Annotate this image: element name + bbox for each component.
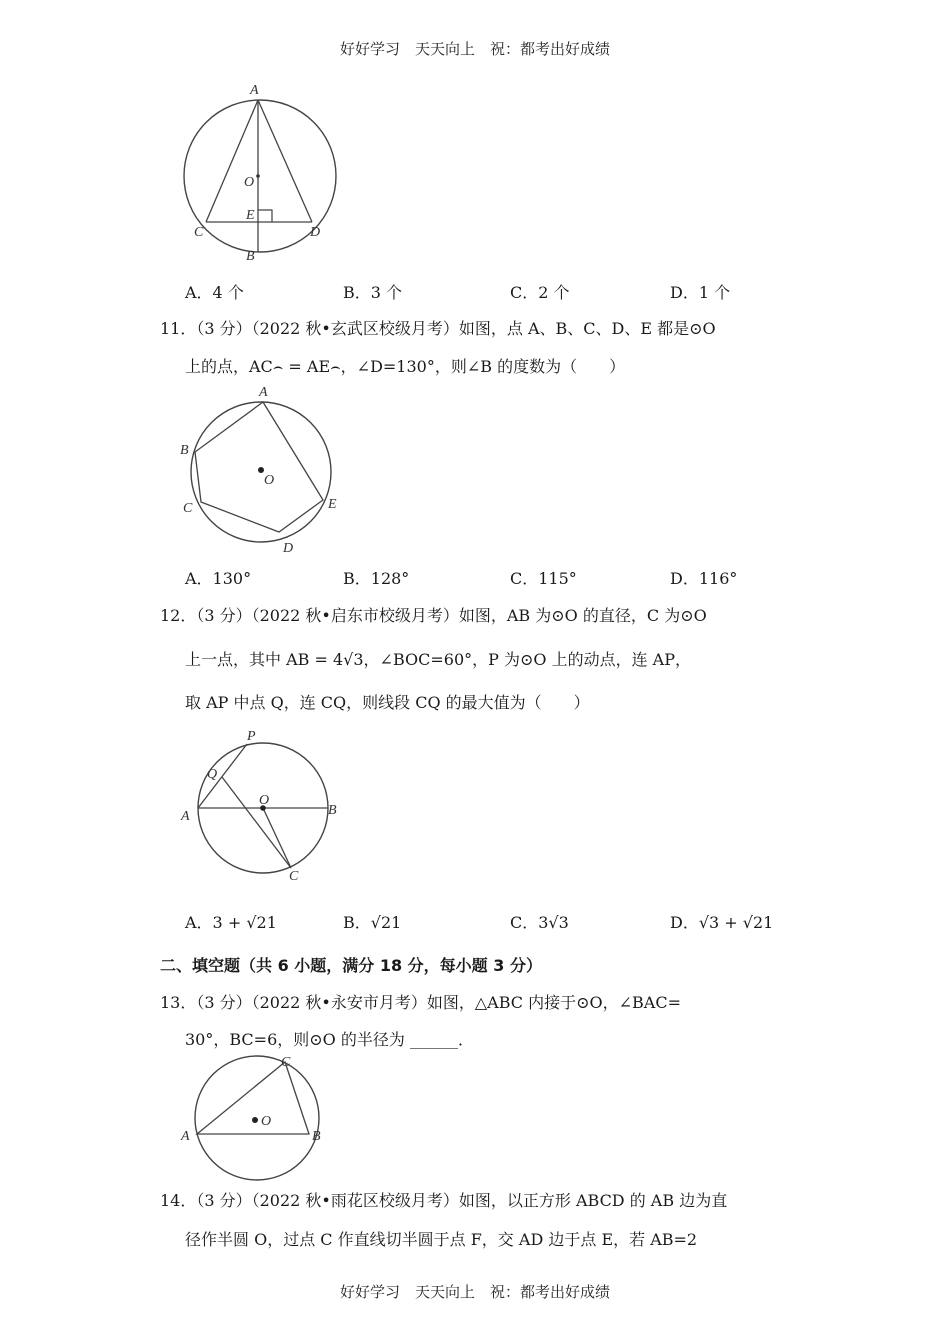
option-b[interactable]: B．3 个 (343, 283, 403, 302)
options-q10 (0, 280, 950, 306)
options-q11 (0, 566, 950, 592)
option-a[interactable]: A．130° (185, 569, 252, 588)
question-12-stem-2: 上一点，其中 AB = 4√3，∠BOC=60°，P 为⊙O 上的动点，连 AP， (185, 650, 691, 669)
figure-label: B (328, 803, 337, 818)
options-q12 (0, 910, 950, 936)
option-b[interactable]: B．√21 (343, 913, 402, 932)
figure-q13 (175, 1050, 335, 1189)
question-14-stem: 14．（3 分）（2022 秋•雨花区校级月考）如图，以正方形 ABCD 的 AB 边为直 (160, 1191, 728, 1210)
figure-label: B (312, 1129, 321, 1144)
page-header: 好好学习 天天向上 祝：都考出好成绩 (339, 40, 610, 58)
figure-q12 (175, 724, 355, 890)
page-footer: 好好学习 天天向上 祝：都考出好成绩 (339, 1283, 610, 1301)
figure-label: D (283, 541, 294, 556)
figure-label: C (194, 225, 204, 240)
figure-label: A (259, 385, 268, 400)
question-11-stem: 11．（3 分）（2022 秋•玄武区校级月考）如图，点 A、B、C、D、E 都是⊙O (160, 319, 716, 338)
figure-label: B (180, 443, 189, 458)
figure-label: E (246, 208, 255, 223)
figure-label: O (259, 793, 270, 808)
question-12-stem-3: 取 AP 中点 Q，连 CQ，则线段 CQ 的最大值为（ ） (185, 693, 590, 712)
figure-label: A (181, 809, 190, 824)
option-a[interactable]: A．4 个 (185, 283, 244, 302)
figure-q11 (175, 382, 355, 562)
figure-label: Q (207, 767, 218, 782)
option-d[interactable]: D．1 个 (670, 283, 731, 302)
question-13-stem: 13．（3 分）（2022 秋•永安市月考）如图，△ABC 内接于⊙O，∠BAC= (160, 993, 682, 1012)
figure-label: O (244, 175, 255, 190)
figure-label: A (250, 83, 259, 98)
figure-label: O (264, 473, 275, 488)
option-a[interactable]: A．3 + √21 (185, 913, 277, 932)
option-d[interactable]: D．116° (670, 569, 738, 588)
figure-label: B (246, 249, 255, 264)
question-11-stem-2: 上的点，AC⌢ = AE⌢，∠D=130°，则∠B 的度数为（ ） (185, 357, 626, 376)
figure-q10 (170, 78, 350, 272)
figure-label: P (247, 729, 256, 744)
figure-label: E (328, 497, 337, 512)
question-14-stem-2: 径作半圆 O，过点 C 作直线切半圆于点 F，交 AD 边于点 E，若 AB=2 (185, 1230, 698, 1249)
figure-label: C (289, 869, 299, 884)
section-title-fill-blank: 二、填空题（共 6 小题，满分 18 分，每小题 3 分） (160, 956, 542, 975)
question-13-stem-2: 30°，BC=6，则⊙O 的半径为 ______． (185, 1030, 474, 1049)
option-c[interactable]: C．2 个 (510, 283, 570, 302)
figure-label: C (183, 501, 193, 516)
figure-label: O (261, 1114, 272, 1129)
figure-label: C (281, 1055, 291, 1070)
option-c[interactable]: C．3√3 (510, 913, 569, 932)
option-c[interactable]: C．115° (510, 569, 577, 588)
figure-label: D (310, 225, 321, 240)
option-d[interactable]: D．√3 + √21 (670, 913, 774, 932)
question-12-stem: 12．（3 分）（2022 秋•启东市校级月考）如图，AB 为⊙O 的直径，C 为⊙O (160, 606, 707, 625)
option-b[interactable]: B．128° (343, 569, 410, 588)
figure-label: A (181, 1129, 190, 1144)
